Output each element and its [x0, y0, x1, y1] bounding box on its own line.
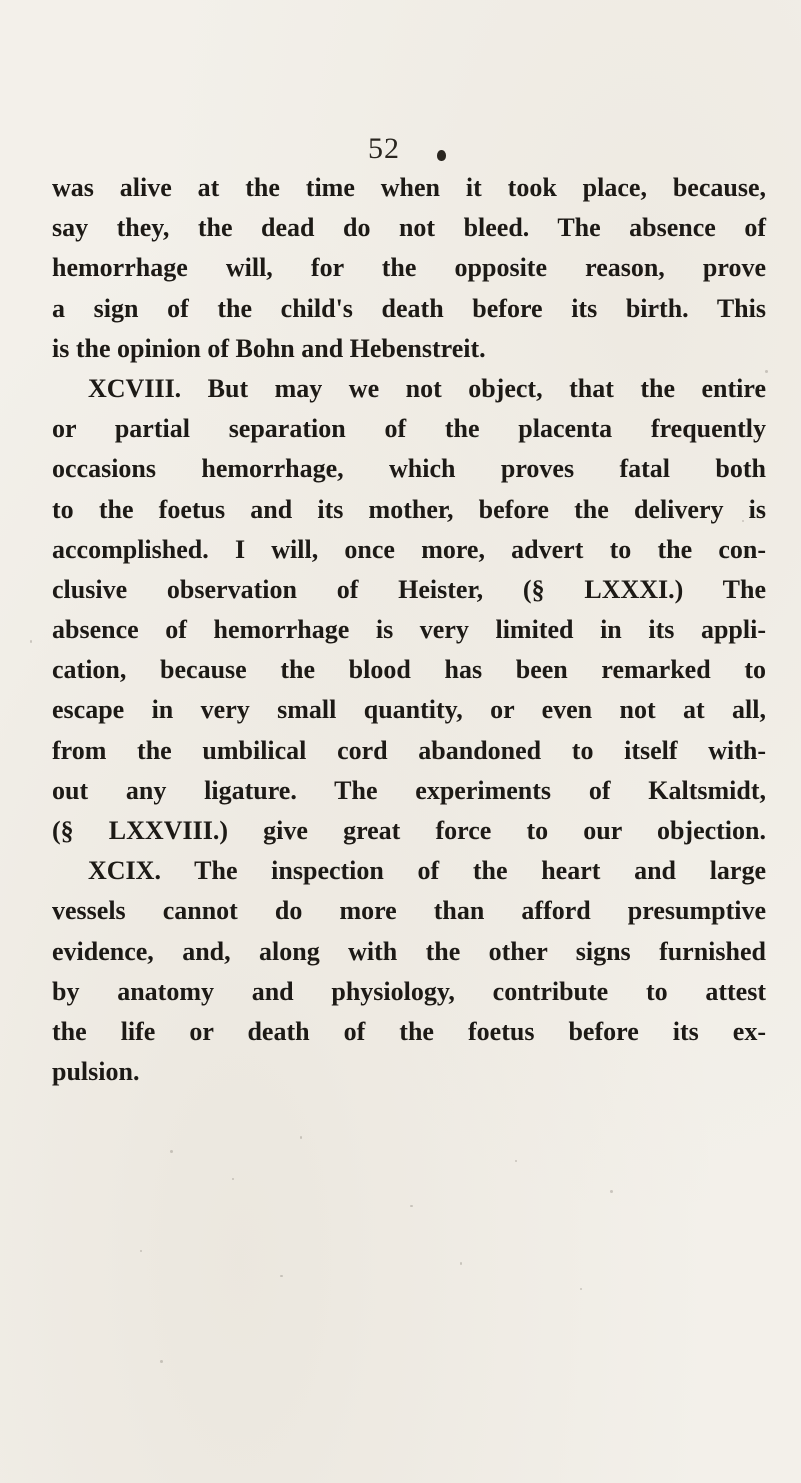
text-line: accomplished. I will, once more, advert to the con- [52, 534, 766, 564]
page-number: 52 [368, 132, 400, 165]
text-line: out any ligature. The experiments of Kaltsmidt, [52, 775, 766, 805]
text-line: by anatomy and physiology, contribute to attest [52, 976, 766, 1006]
text-line: absence of hemorrhage is very limited in its appli- [52, 615, 766, 645]
text-line: pulsion. [52, 1057, 140, 1087]
text-line: to the foetus and its mother, before the delivery is [52, 494, 766, 524]
text-line: hemorrhage will, for the opposite reason, prove [52, 253, 766, 283]
text-line: escape in very small quantity, or even not at all, [52, 695, 766, 725]
page-body-text [52, 168, 766, 1092]
text-line: was alive at the time when it took place, because, [52, 173, 766, 202]
text-line: a sign of the child's death before its birth. This [52, 293, 766, 323]
text-line: (§ LXXVIII.) give great force to our objection. [52, 816, 766, 845]
text-line: from the umbilical cord abandoned to itself with- [52, 735, 766, 765]
text-line: cation, because the blood has been remarked to [52, 655, 766, 685]
text-line: occasions hemorrhage, which proves fatal both [52, 454, 766, 484]
text-line: XCVIII. But may we not object, that the entire [88, 373, 766, 403]
text-line: the life or death of the foetus before its ex- [52, 1016, 766, 1046]
text-line: or partial separation of the placenta frequently [52, 414, 766, 444]
text-line: say they, the dead do not bleed. The absence of [52, 213, 766, 243]
text-line: is the opinion of Bohn and Hebenstreit. [52, 333, 486, 363]
text-line: vessels cannot do more than afford presumptive [52, 896, 766, 926]
text-line: XCIX. The inspection of the heart and large [88, 856, 766, 886]
text-line: clusive observation of Heister, (§ LXXXI.) The [52, 574, 766, 604]
ink-blot [437, 150, 446, 161]
text-line: evidence, and, along with the other signs furnished [52, 936, 766, 966]
